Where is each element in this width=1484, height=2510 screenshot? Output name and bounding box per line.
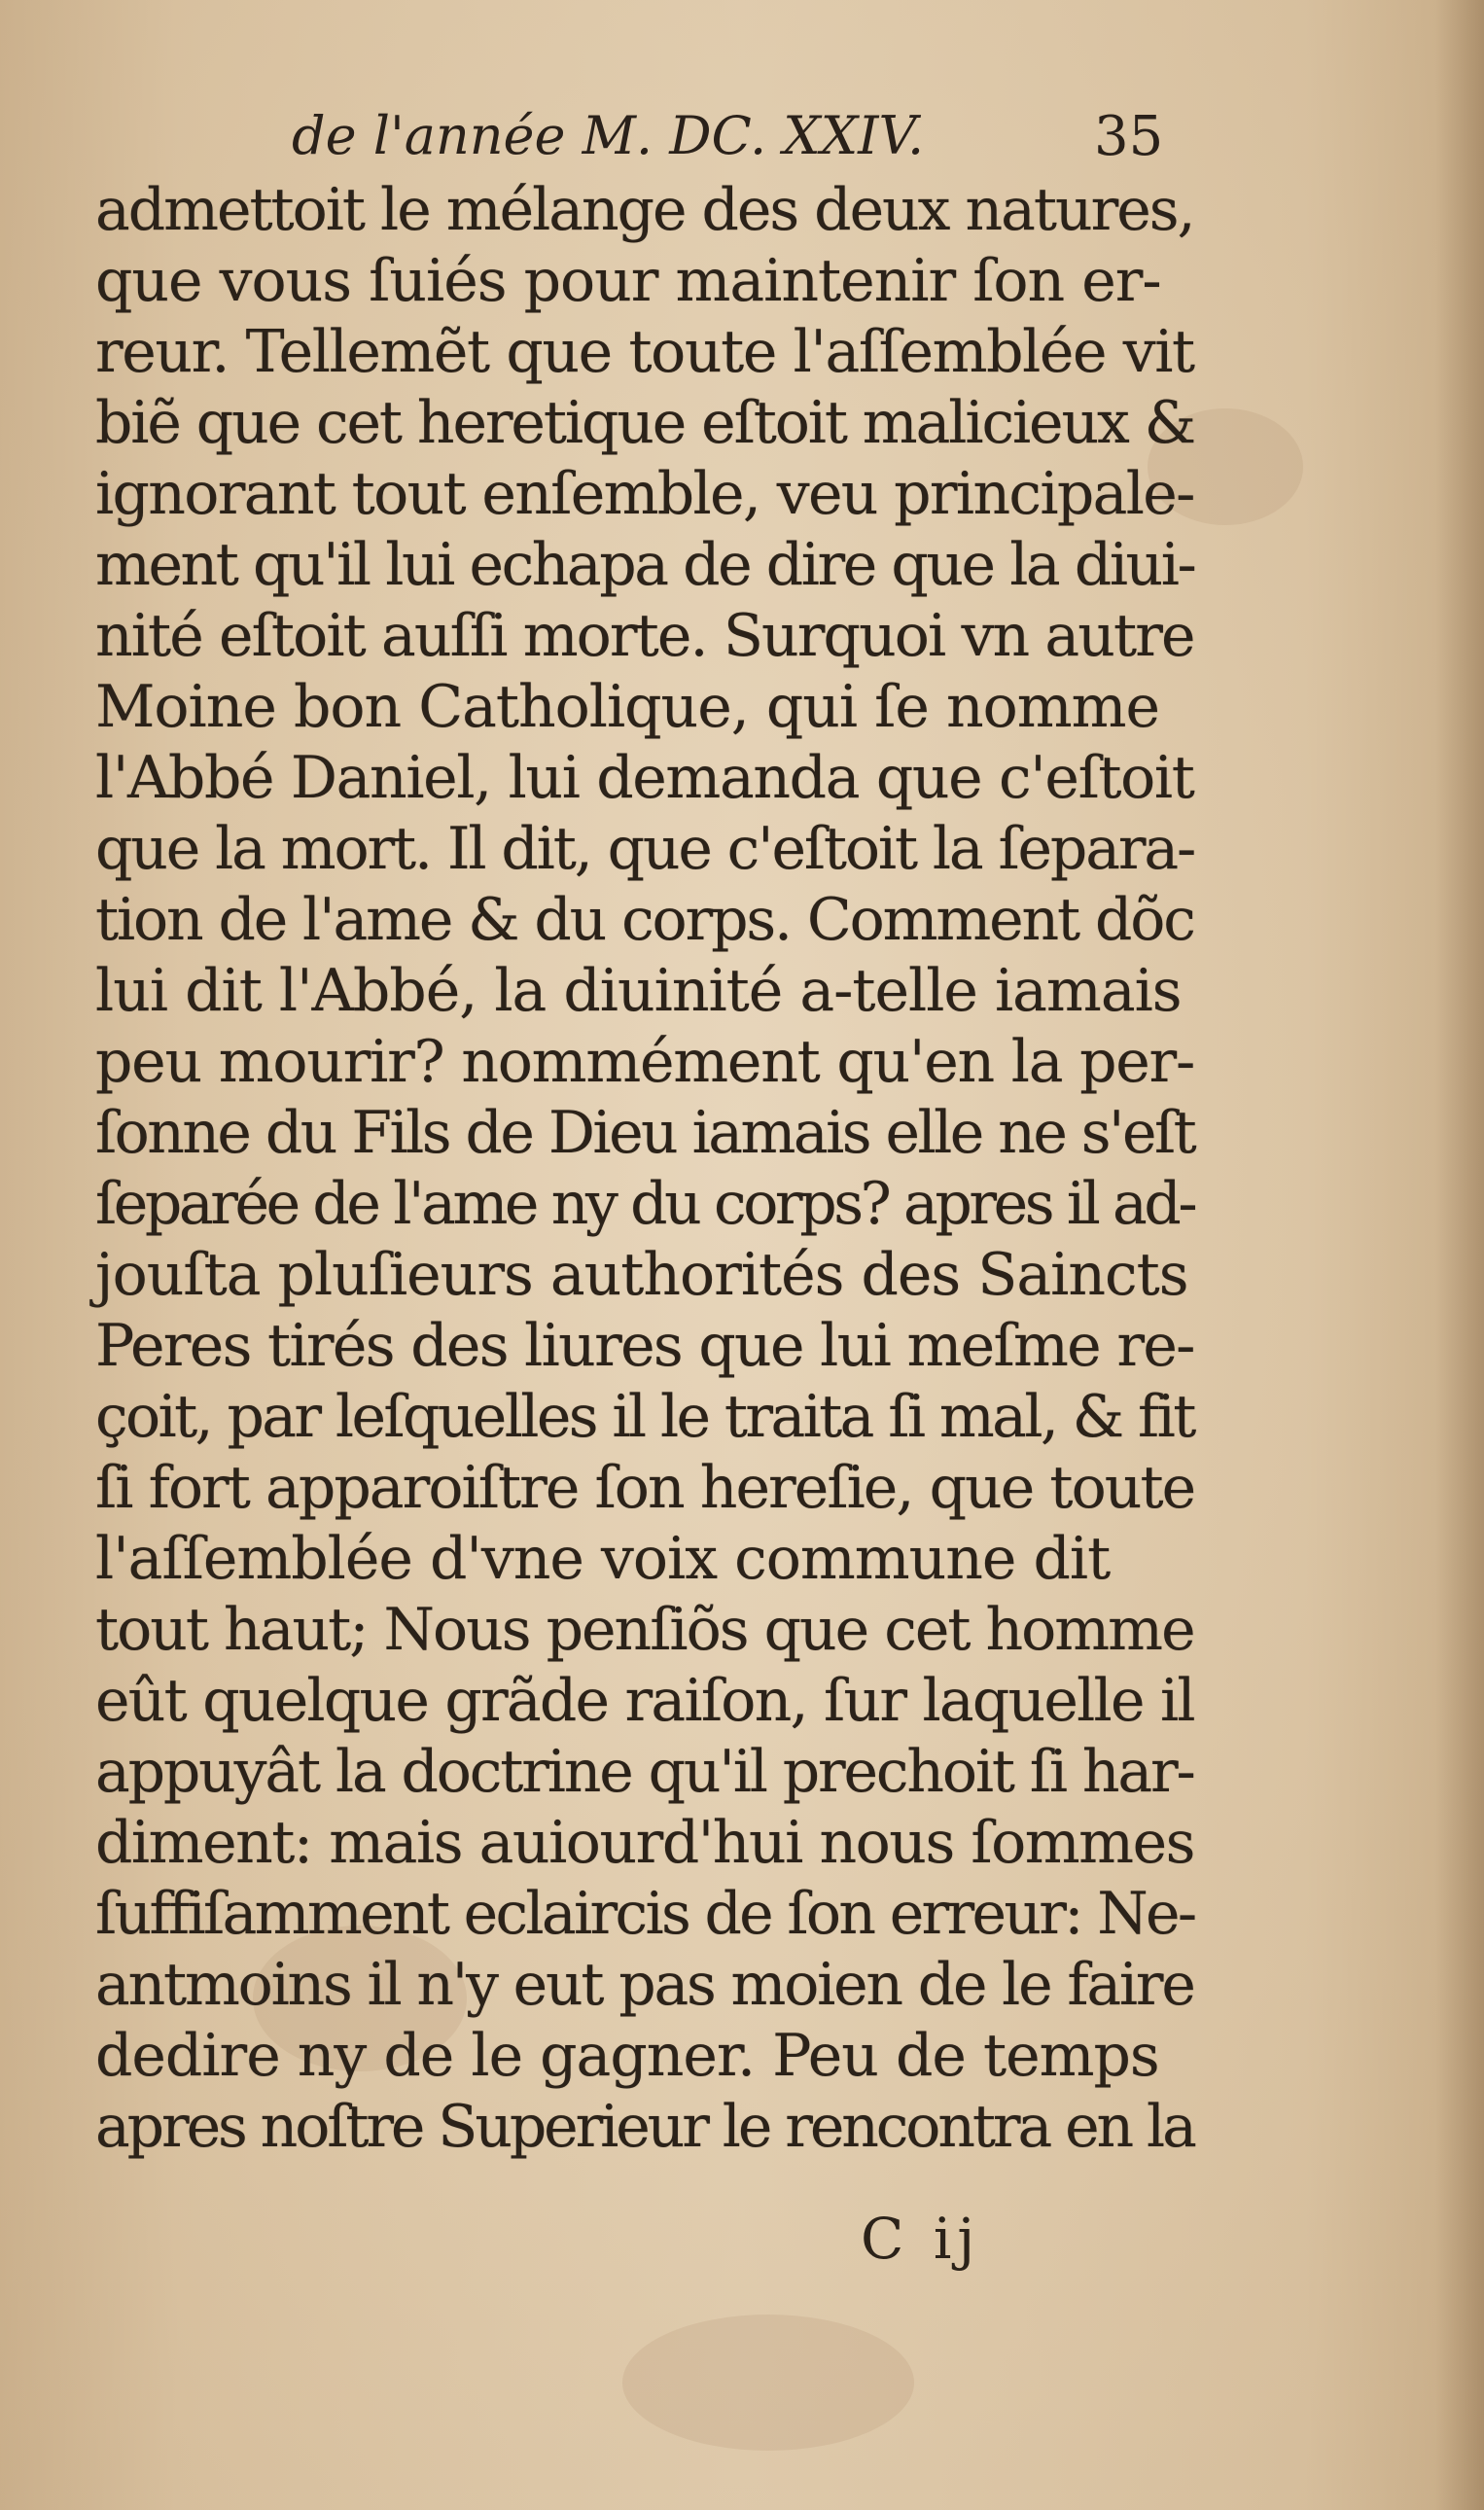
text-line: eût quelque grãde raiſon, ſur laquelle il [95,1667,1194,1735]
text-line: appuyât la doctrine qu'il prechoit ſi har- [95,1738,1194,1806]
text-line: reur. Tellemẽt que toute l'aſſemblée vit [95,318,1194,386]
text-line: ſeparée de l'ame ny du corps? apres il ad- [95,1170,1195,1238]
text-line: Moine bon Catholique, qui ſe nomme [95,673,1160,741]
text-line: jouſta pluſieurs authorités des Saincts [95,1241,1188,1309]
text-line: que la mort. Il dit, que c'eſtoit la ſepara- [95,815,1195,883]
page-edge-shadow [1435,0,1484,2510]
text-line: admettoit le mélange des deux natures, [95,176,1194,244]
text-line: l'Abbé Daniel, lui demanda que c'eſtoit [95,744,1194,812]
text-line: nité eſtoit auſſi morte. Surquoi vn autre [95,602,1194,670]
text-line: tion de l'ame & du corps. Comment dõc [95,886,1194,954]
text-line: Peres tirés des liures que lui meſme re- [95,1312,1194,1380]
text-line: l'aſſemblée d'vne voix commune dit [95,1525,1111,1593]
text-line: antmoins il n'y eut pas moien de le faire [95,1951,1194,2019]
signature-mark: C ij [861,2206,981,2272]
text-line: çoit, par leſquelles il le traita ſi mal, & fit [95,1383,1194,1451]
text-line: dedire ny de le gagner. Peu de temps [95,2022,1159,2090]
text-line: ſonne du Fils de Dieu iamais elle ne s'eſt [95,1099,1195,1167]
text-line: diment: mais auiourd'hui nous ſommes [95,1809,1194,1877]
running-head-title: de l'année M. DC. XXIV. [292,105,925,166]
text-line: ſuffiſamment eclaircis de ſon erreur: Ne- [95,1880,1195,1948]
body-text [95,175,1194,2163]
running-head [292,105,1167,183]
text-line: tout haut; Nous penſiõs que cet homme [95,1596,1194,1664]
page-number: 35 [1094,105,1164,168]
text-line: peu mourir? nommément qu'en la per- [95,1028,1195,1096]
text-line: ſi fort apparoiſtre ſon hereſie, que toute [95,1454,1195,1522]
text-line: ment qu'il lui echapa de dire que la diui- [95,531,1195,599]
text-line: apres noſtre Superieur le rencontra en la [95,2093,1194,2161]
text-line: biẽ que cet heretique eſtoit malicieux & [95,389,1195,457]
text-line: ignorant tout enſemble, veu principale- [95,460,1194,528]
text-line: lui dit l'Abbé, la diuinité a-telle iamais [95,957,1182,1025]
paper-stain [622,2315,914,2451]
text-line: que vous ſuiés pour maintenir ſon er- [95,247,1161,315]
